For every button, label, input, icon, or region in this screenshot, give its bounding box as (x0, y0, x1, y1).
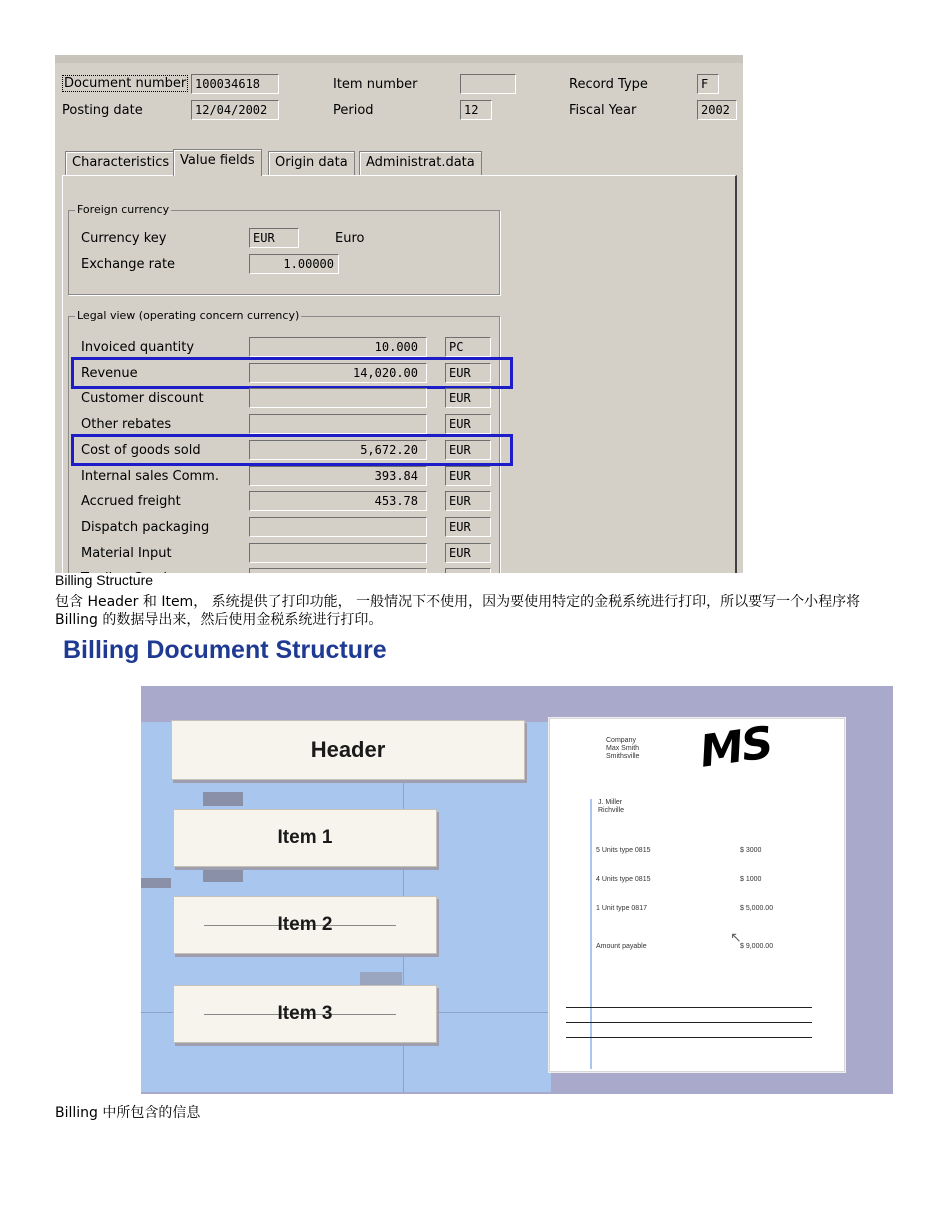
value-field-input[interactable]: 14,020.00 (249, 363, 427, 383)
slide-title: Billing Document Structure (63, 636, 387, 664)
tab-characteristics[interactable]: Characteristics (65, 151, 176, 175)
invoice-line-amount: $ 5,000.00 (740, 905, 774, 912)
company-line: Company (606, 737, 636, 744)
header-box (171, 720, 525, 780)
value-field-label: Customer discount (81, 391, 204, 407)
value-field-label: Revenue (81, 365, 138, 381)
value-field-label: Other rebates (81, 417, 172, 433)
exchange-rate-label: Exchange rate (81, 257, 176, 272)
billing-slide (55, 632, 893, 1094)
foreign-currency-group (68, 203, 500, 295)
header-box-label: Header (310, 737, 386, 762)
exchange-rate-field[interactable]: 1.00000 (249, 254, 339, 274)
item-2-box (173, 896, 437, 954)
period-field[interactable]: 12 (460, 100, 492, 120)
unit-field[interactable]: EUR (445, 491, 491, 511)
value-field-input[interactable] (249, 388, 427, 408)
invoice-line-desc: 4 Units type 0815 (596, 876, 651, 883)
description-paragraph: 包含 Header 和 Item， 系统提供了打印功能， 一般情况下不使用，因为要使用特定的金税系统进行打印，所以要写一个小程序将 Billing 的数据导出来，然后使用金税系统进行打印。 (55, 594, 861, 628)
sap-screen (55, 55, 743, 573)
value-field-label: Cost of goods sold (81, 442, 201, 458)
cursor-icon: ↖ (730, 929, 742, 945)
value-field-input[interactable] (249, 568, 427, 573)
value-field-label: Internal sales Comm. (81, 468, 219, 484)
item-number-field[interactable] (460, 74, 516, 94)
period-label: Period (333, 103, 374, 118)
ms-logo: MS (696, 717, 775, 778)
posting-date-field[interactable]: 12/04/2002 (191, 100, 279, 120)
unit-field[interactable]: EUR (445, 466, 491, 486)
value-field-input[interactable]: 10.000 (249, 337, 427, 357)
posting-date-label: Posting date (62, 103, 143, 118)
item-2-label: Item 2 (277, 914, 333, 935)
highlight-box (71, 434, 513, 466)
value-field-label: Accrued freight (81, 494, 181, 510)
legal-view-group (68, 309, 500, 573)
value-field-label: Invoiced quantity (81, 340, 195, 355)
tab-value-fields[interactable]: Value fields (173, 149, 262, 176)
item-1-label: Item 1 (277, 827, 333, 848)
unit-field[interactable]: EUR (445, 388, 491, 408)
record-type-field[interactable]: F (697, 74, 719, 94)
item-1-box (173, 809, 437, 867)
unit-field[interactable]: EUR (445, 414, 491, 434)
invoice-line-amount: $ 3000 (740, 847, 762, 854)
invoice-line-desc: 1 Unit type 0817 (596, 905, 647, 912)
bottom-caption: Billing 中所包含的信息 (55, 1105, 201, 1121)
value-field-input[interactable]: 453.78 (249, 491, 427, 511)
invoice-document (549, 718, 845, 1072)
tab-origin-data[interactable]: Origin data (268, 151, 355, 175)
legal-view-title: Legal view (operating concern currency) (77, 309, 300, 322)
signature-rule (566, 1037, 812, 1038)
unit-field[interactable]: EUR (445, 543, 491, 563)
invoice-line-desc: 5 Units type 0815 (596, 847, 651, 854)
invoice-line-amount: $ 1000 (740, 876, 762, 883)
unit-field[interactable]: EUR (445, 517, 491, 537)
item-3-box (173, 985, 437, 1043)
customer-line: Richville (598, 807, 625, 814)
signature-rule (566, 1022, 812, 1023)
fiscal-year-field[interactable]: 2002 (697, 100, 737, 120)
value-field-label: Material Input (81, 545, 172, 561)
amount-payable-label: Amount payable (596, 943, 647, 950)
section-title: Billing Structure (55, 572, 154, 588)
record-type-label: Record Type (569, 77, 648, 92)
value-field-input[interactable] (249, 414, 427, 434)
fiscal-year-label: Fiscal Year (569, 103, 637, 118)
invoice-margin-line (590, 799, 592, 1069)
item-number-label: Item number (333, 77, 418, 92)
currency-name: Euro (335, 231, 365, 246)
value-field-input[interactable]: 5,672.20 (249, 440, 427, 460)
currency-key-field[interactable]: EUR (249, 228, 299, 248)
customer-line: J. Miller (598, 799, 623, 806)
highlight-box (71, 357, 513, 389)
currency-key-label: Currency key (81, 231, 167, 246)
amount-payable-value: $ 9,000.00 (740, 943, 774, 950)
document-number-label: Document number (64, 76, 187, 91)
item-3-label: Item 3 (277, 1003, 333, 1024)
value-field-input[interactable] (249, 543, 427, 563)
value-field-input[interactable] (249, 517, 427, 537)
value-field-label: Dispatch packaging (81, 519, 210, 535)
foreign-currency-title: Foreign currency (77, 203, 170, 216)
unit-field[interactable]: EUR (445, 440, 491, 460)
signature-rule (566, 1007, 812, 1008)
ghost-bar (203, 870, 243, 882)
company-line: Smithsville (606, 753, 640, 760)
company-line: Max Smith (606, 745, 640, 752)
title-bar (55, 55, 743, 63)
value-field-input[interactable]: 393.84 (249, 466, 427, 486)
tab-panel (62, 175, 737, 573)
document-number-field[interactable]: 100034618 (191, 74, 279, 94)
unit-field[interactable]: EUR (445, 363, 491, 383)
ghost-bar (141, 878, 171, 888)
ghost-bar (203, 792, 243, 806)
unit-field[interactable] (445, 568, 491, 573)
tab-administrat-data[interactable]: Administrat.data (359, 151, 482, 175)
unit-field[interactable]: PC (445, 337, 491, 357)
